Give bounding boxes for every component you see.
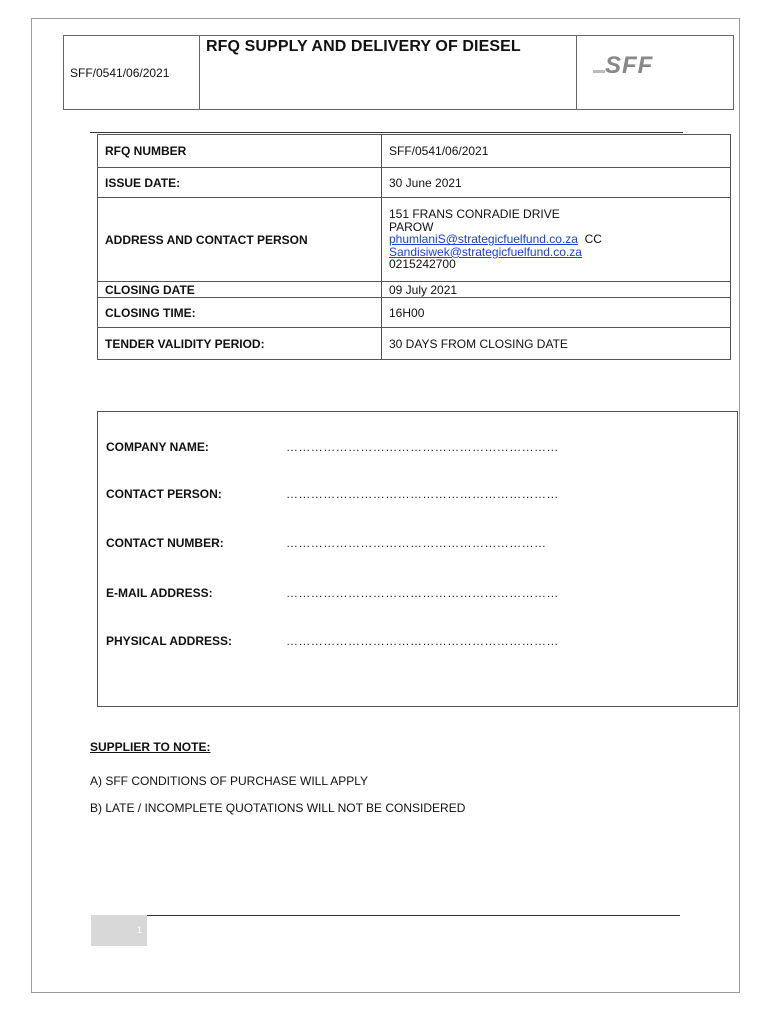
- note-item-b: B) LATE / INCOMPLETE QUOTATIONS WILL NOT BE CONSIDERED: [90, 801, 466, 815]
- email-address-label: E-MAIL ADDRESS:: [106, 586, 213, 600]
- rfq-number-value: SFF/0541/06/2021: [382, 135, 731, 168]
- table-row: [98, 328, 731, 360]
- logo-cell: [576, 36, 733, 109]
- address-label: ADDRESS AND CONTACT PERSON: [98, 198, 382, 282]
- email-address-field[interactable]: …………………………………………………………: [286, 586, 559, 600]
- address-line-2: PAROW: [389, 219, 434, 234]
- validity-label: TENDER VALIDITY PERIOD:: [98, 328, 382, 360]
- sff-logo: [593, 50, 653, 80]
- table-row: [98, 168, 731, 198]
- address-value: [382, 198, 731, 282]
- logo-text: SFF: [605, 52, 654, 79]
- contact-person-field[interactable]: …………………………………………………………: [286, 487, 559, 501]
- table-row: [98, 198, 731, 282]
- contact-number-field[interactable]: ………………………………………………………: [286, 536, 547, 550]
- rfq-number-label: RFQ NUMBER: [98, 135, 382, 168]
- page-number-box: [91, 915, 147, 946]
- table-row: [98, 282, 731, 298]
- phone-number: 0215242700: [389, 257, 456, 272]
- document-title: RFQ SUPPLY AND DELIVERY OF DIESEL: [206, 38, 521, 55]
- issue-date-label: ISSUE DATE:: [98, 168, 382, 198]
- contact-person-label: CONTACT PERSON:: [106, 487, 222, 501]
- supplier-note-heading: SUPPLIER TO NOTE:: [90, 740, 211, 754]
- email-link-1[interactable]: phumlaniS@strategicfuelfund.co.za: [389, 232, 578, 247]
- table-row: [98, 135, 731, 168]
- company-name-field[interactable]: …………………………………………………………: [286, 440, 559, 454]
- closing-date-label: CLOSING DATE: [98, 282, 382, 298]
- logo-bar: [593, 70, 605, 73]
- closing-date-value: 09 July 2021: [382, 282, 731, 298]
- physical-address-field[interactable]: …………………………………………………………: [286, 634, 559, 648]
- document-header: [63, 35, 734, 110]
- closing-time-label: CLOSING TIME:: [98, 298, 382, 328]
- note-item-a: A) SFF CONDITIONS OF PURCHASE WILL APPLY: [90, 774, 369, 788]
- cc-label: CC: [584, 232, 602, 247]
- physical-address-label: PHYSICAL ADDRESS:: [106, 634, 233, 648]
- address-line-1: 151 FRANS CONRADIE DRIVE: [389, 207, 560, 222]
- table-row: [98, 298, 731, 328]
- footer-rule: [147, 915, 680, 916]
- validity-value: 30 DAYS FROM CLOSING DATE: [382, 328, 731, 360]
- header-reference: SFF/0541/06/2021: [64, 36, 200, 109]
- rfq-info-table: [97, 134, 731, 360]
- company-name-label: COMPANY NAME:: [106, 440, 209, 454]
- email-link-2[interactable]: Sandisiwek@strategicfuelfund.co.za: [389, 244, 582, 259]
- page-number: 1: [137, 925, 143, 935]
- closing-time-value: 16H00: [382, 298, 731, 328]
- company-details-box: [97, 411, 738, 707]
- contact-number-label: CONTACT NUMBER:: [106, 536, 224, 550]
- issue-date-value: 30 June 2021: [382, 168, 731, 198]
- top-rule: [90, 132, 683, 133]
